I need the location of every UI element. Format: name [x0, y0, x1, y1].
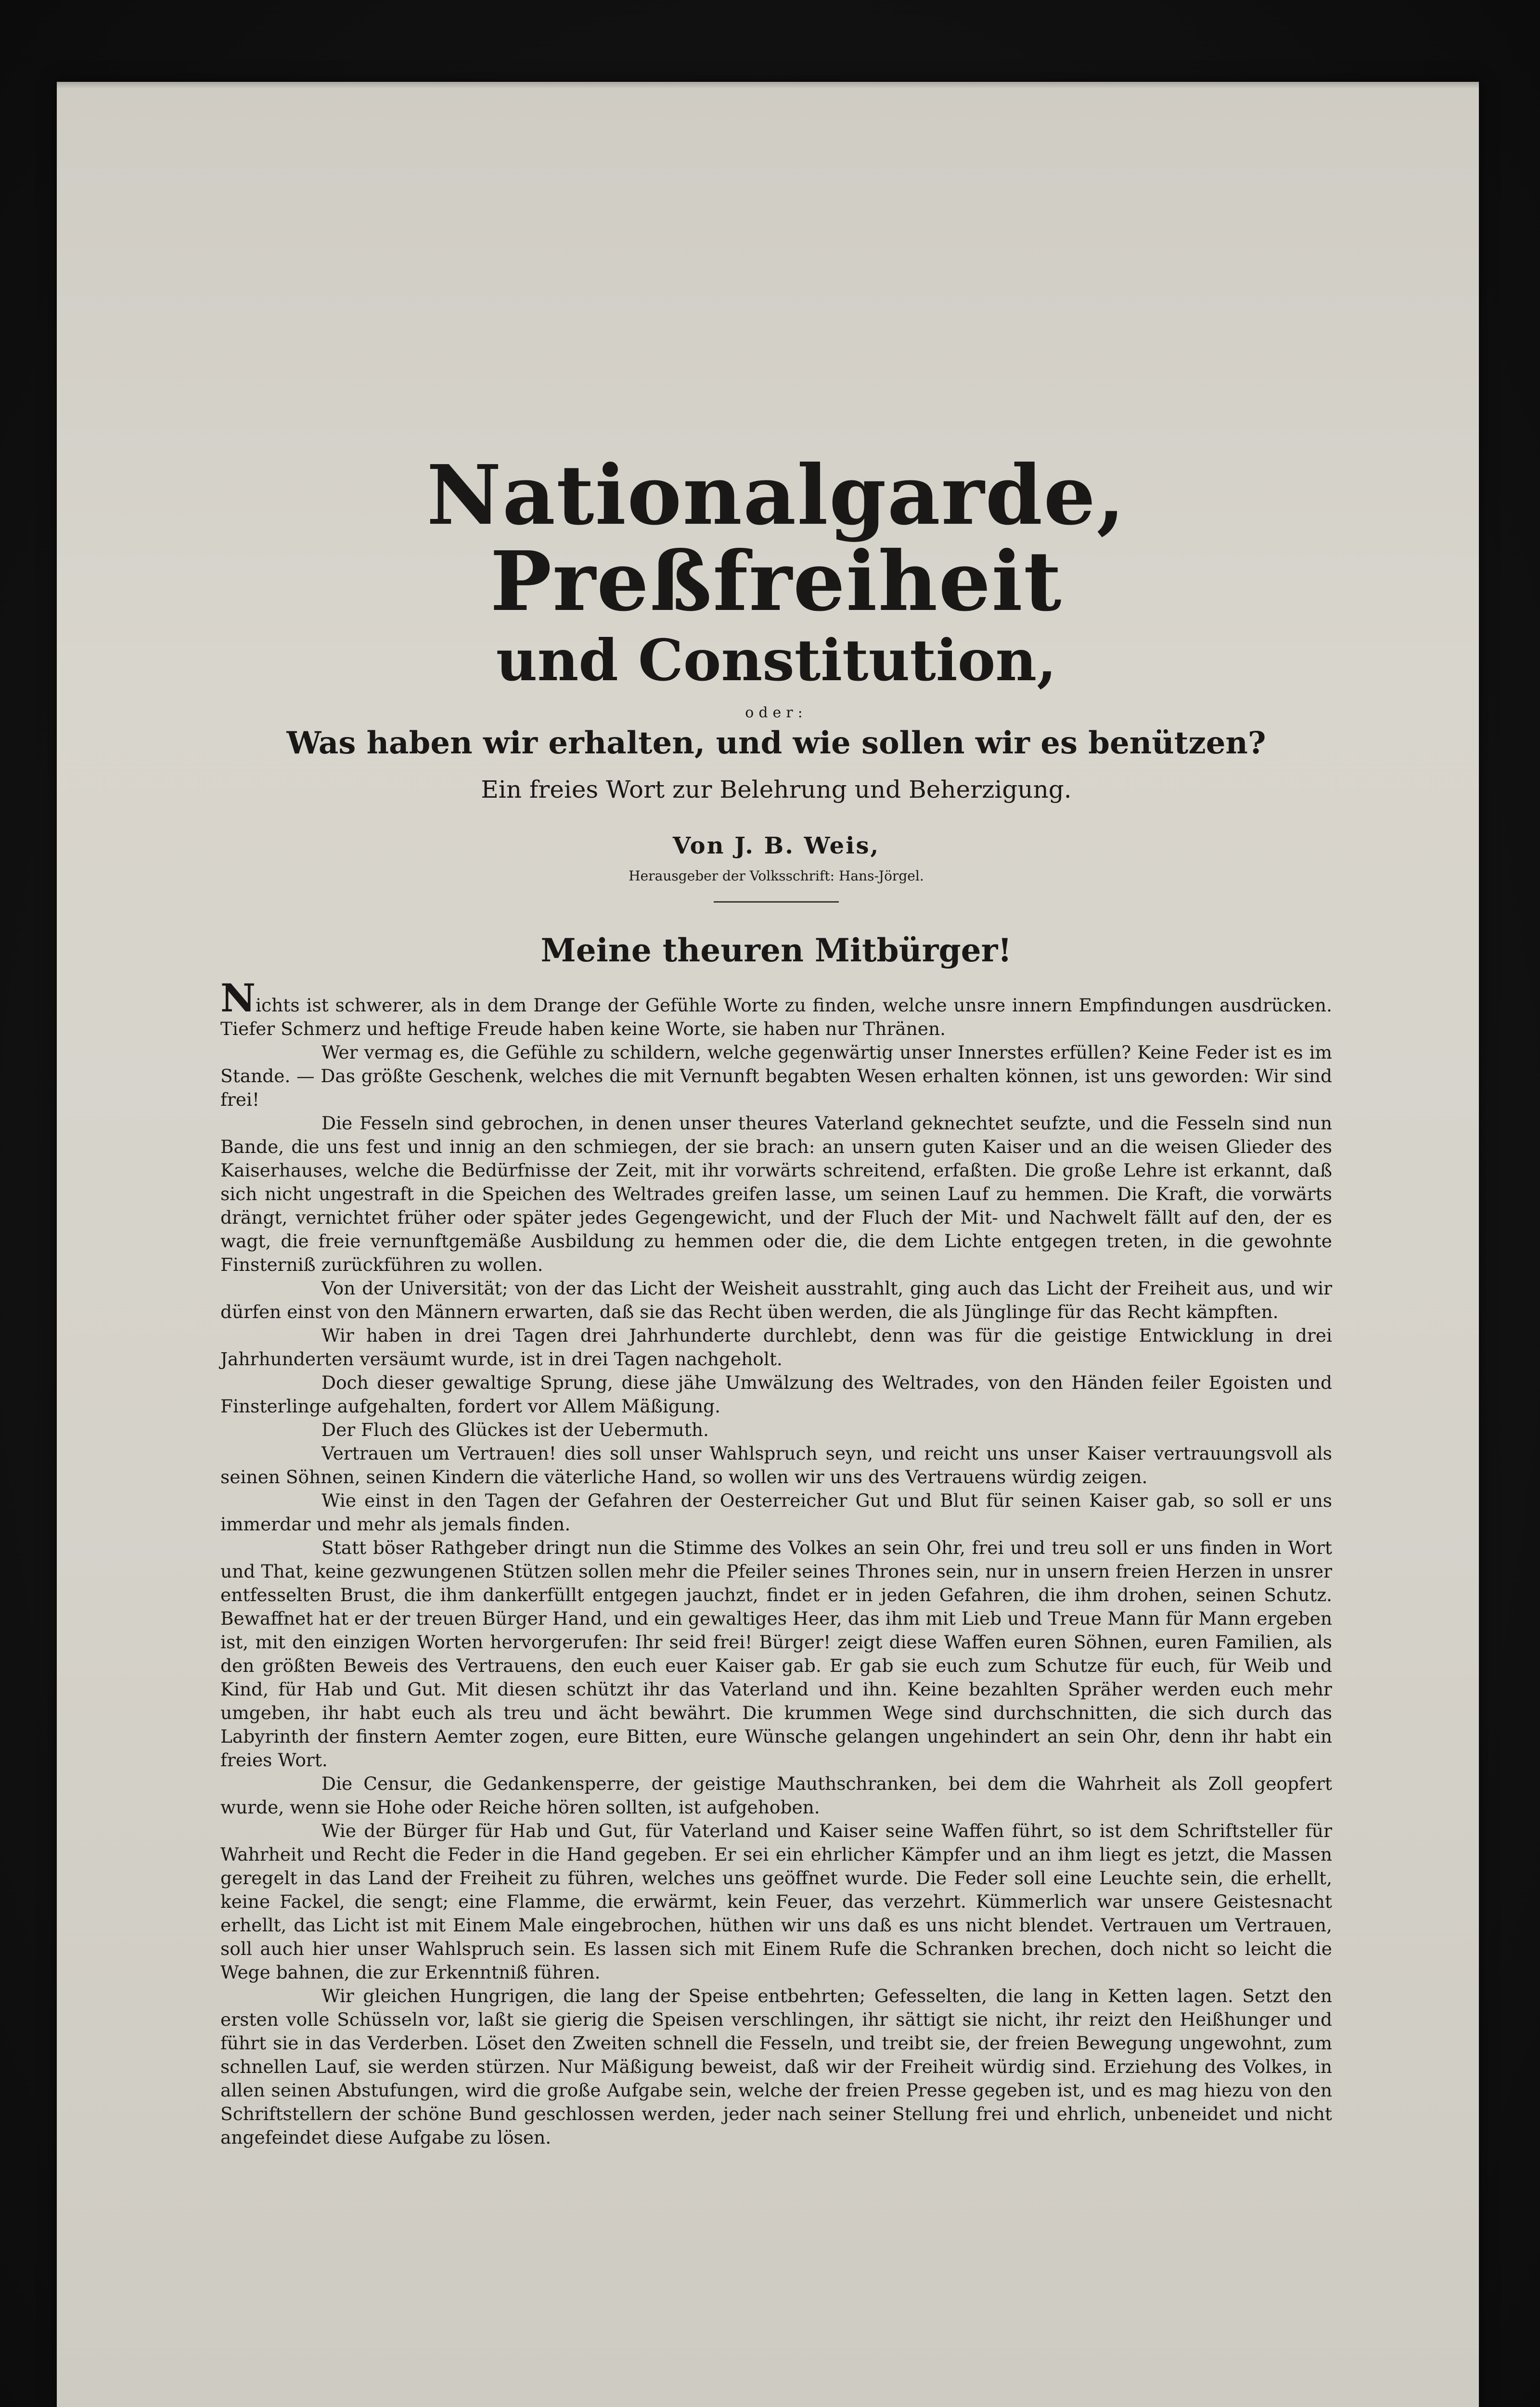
paragraph: Wir gleichen Hungrigen, die lang der Speise entbehrten; Gefesselten, die lang in Ketten lagen. Setzt den ersten volle Schüsseln vor, laßt sie gierig die Speisen verschlingen, ihr sättigt sie nicht, ihr reizt den Heißhunger und führt sie in das Verderben. Löset den Zweiten schnell die Fesseln, und treibt sie, der freien Bewegung ungewohnt, zum schnellen Lauf, sie werden stürzen. Nur Mäßigung beweist, daß wir der Freiheit würdig sind. Erziehung des Volkes, in allen seinen Abstufungen, wird die große Aufgabe sein, welche der freien Presse gegeben ist, und es mag hiezu von den Schriftstellern der schöne Bund geschlossen werden, jeder nach seiner Stellung frei und ehrlich, unbeneidet und nicht angefeindet diese Aufgabe zu lösen.	[220, 1985, 1332, 2148]
document-title: Nationalgarde, Preßfreiheit	[426, 447, 1126, 630]
paragraph: Nichts ist schwerer, als in dem Drange der Gefühle Worte zu finden, welche unsre innern Empfindungen ausdrücken. Tiefer Schmerz und heftige Freude haben keine Worte, sie haben nur Thränen.	[220, 975, 1332, 1039]
paragraph: Wir haben in drei Tagen drei Jahrhunderte durchlebt, denn was für die geistige Entwicklung in drei Jahrhunderten versäumt wurde, ist in drei Tagen nachgeholt.	[220, 1324, 1332, 1370]
document-subtitle-secondary: Ein freies Wort zur Belehrung und Beherzigung.	[481, 775, 1072, 803]
paper-sheet	[57, 82, 1479, 2407]
paragraph: Der Fluch des Glückes ist der Uebermuth.	[321, 1419, 709, 1440]
oder-separator: oder:	[745, 704, 808, 721]
greeting-heading: Meine theuren Mitbürger!	[540, 931, 1012, 969]
paragraph: Statt böser Rathgeber dringt nun die Stimme des Volkes an sein Ohr, frei und treu soll er uns finden in Wort und That, keine gezwungenen Stützen sollen mehr die Pfeiler seines Thrones sein, nur in unsern freien Herzen in unsrer entfesselten Brust, die ihm dankerfüllt entgegen jauchzt, findet er in jeden Gefahren, die ihm drohen, seinen Schutz. Bewaffnet hat er der treuen Bürger Hand, und ein gewaltiges Heer, das ihm mit Lieb und Treue Mann für Mann ergeben ist, mit den einzigen Worten hervorgerufen: Ihr seid frei! Bürger! zeigt diese Waffen euren Söhnen, euren Familien, als den größten Beweis des Vertrauens, den euch euer Kaiser gab. Er gab sie euch zum Schutze für euch, für Weib und Kind, für Hab und Gut. Mit diesen schützt ihr das Vaterland und ihn. Keine bezahlten Spräher werden euch mehr umgeben, ihr habt euch als treu und ächt bewährt. Die krummen Wege sind durchschnitten, die sich durch das Labyrinth der finstern Aemter zogen, eure Bitten, eure Wünsche gelangen ungehindert an sein Ohr, denn ihr habt ein freies Wort.	[220, 1537, 1332, 1771]
sheet-edge	[57, 82, 1479, 89]
author-line: Von J. B. Weis,	[672, 832, 880, 859]
document-content	[220, 380, 1332, 2149]
document-subtitle: Was haben wir erhalten, und wie sollen wir es benützen?	[286, 725, 1266, 761]
divider-rule	[714, 901, 839, 903]
author-note: Herausgeber der Volksschrift: Hans-Jörgel.	[629, 867, 924, 884]
paragraph: Vertrauen um Vertrauen! dies soll unser Wahlspruch seyn, und reicht uns unser Kaiser vertrauungsvoll als seinen Söhnen, seinen Kindern die väterliche Hand, so wollen wir uns des Vertrauens würdig zeigen.	[220, 1442, 1332, 1488]
document-title-line2: und Constitution,	[496, 627, 1057, 694]
paragraph: Doch dieser gewaltige Sprung, diese jähe Umwälzung des Weltrades, von den Händen feiler Egoisten und Finsterlinge aufgehalten, fordert vor Allem Mäßigung.	[220, 1372, 1332, 1417]
paragraph: Wie einst in den Tagen der Gefahren der Oesterreicher Gut und Blut für seinen Kaiser gab, so soll er uns immerdar und mehr als jemals finden.	[220, 1489, 1332, 1535]
drop-cap: N	[220, 975, 256, 1021]
body-text	[220, 975, 1332, 2149]
paragraph: Wer vermag es, die Gefühle zu schildern, welche gegenwärtig unser Innerstes erfüllen? Keine Feder ist es im Stande. — Das größte Geschenk, welches die mit Vernunft begabten Wesen erhalten können, ist uns geworden: Wir sind frei!	[220, 1041, 1332, 1110]
paragraph: Von der Universität; von der das Licht der Weisheit ausstrahlt, ging auch das Licht der Freiheit aus, und wir dürfen einst von den Männern erwarten, daß sie das Recht üben werden, die als Jünglinge für das Recht kämpften.	[220, 1277, 1332, 1322]
paragraph: Die Fesseln sind gebrochen, in denen unser theures Vaterland geknechtet seufzte, und die Fesseln sind nun Bande, die uns fest und innig an den schmiegen, der sie brach: an unsern guten Kaiser und an die weisen Glieder des Kaiserhauses, welche die Bedürfnisse der Zeit, mit ihr vorwärts schreitend, erfaßten. Die große Lehre ist erkannt, daß sich nicht ungestraft in die Speichen des Weltrades greifen lasse, um seinen Lauf zu hemmen. Die Kraft, die vorwärts drängt, vernichtet früher oder später jedes Gegengewicht, und der Fluch der Mit- und Nachwelt fällt auf den, der es wagt, die freie vernunftgemäße Ausbildung zu hemmen oder die, die dem Lichte entgegen treten, in die gewohnte Finsterniß zurückführen zu wollen.	[220, 1112, 1332, 1275]
paragraph: Wie der Bürger für Hab und Gut, für Vaterland und Kaiser seine Waffen führt, so ist dem Schriftsteller für Wahrheit und Recht die Feder in die Hand gegeben. Er sei ein ehrlicher Kämpfer und an ihm liegt es jetzt, die Massen geregelt in das Land der Freiheit zu führen, welches uns geöffnet wurde. Die Feder soll eine Leuchte sein, die erhellt, keine Fackel, die sengt; eine Flamme, die erwärmt, kein Feuer, das verzehrt. Kümmerlich war unsere Geistesnacht erhellt, das Licht ist mit Einem Male eingebrochen, hüthen wir uns daß es uns nicht blendet. Vertrauen um Vertrauen, soll auch hier unser Wahlspruch sein. Es lassen sich mit Einem Rufe die Schranken brechen, doch nicht so leicht die Wege bahnen, die zur Erkenntniß führen.	[220, 1820, 1332, 1983]
paragraph: Die Censur, die Gedankensperre, der geistige Mauthschranken, bei dem die Wahrheit als Zoll geopfert wurde, wenn sie Hohe oder Reiche hören sollten, ist aufgehoben.	[220, 1773, 1332, 1818]
